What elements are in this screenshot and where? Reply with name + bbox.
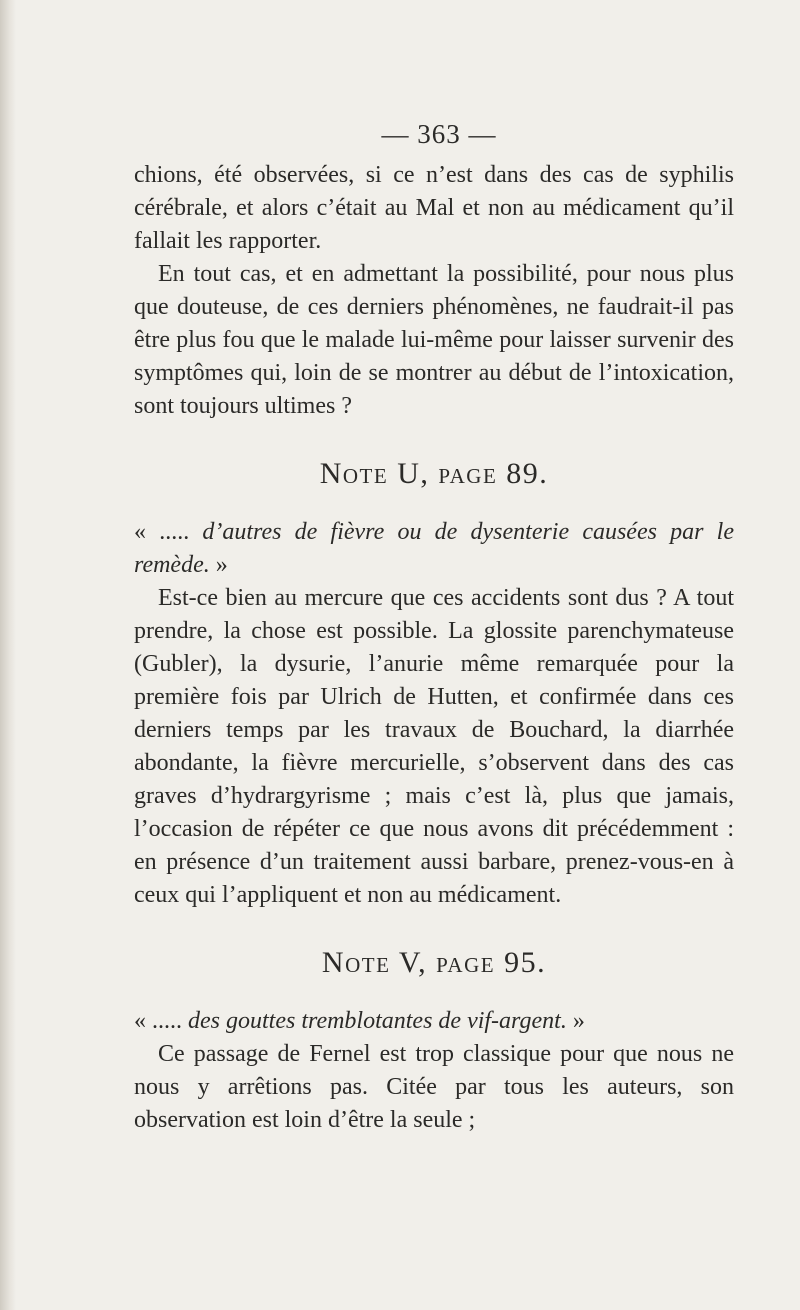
paragraph-2: En tout cas, et en admettant la possibilité, pour nous plus que douteuse, de ces derniers phénomènes, ne faudrait-il pas être plus fou que le malade lui-même pour laisser survenir des symptômes qui, loin de se montrer au début de l’intoxication, sont toujours ultimes ? (134, 261, 734, 419)
note-u-quote (134, 516, 734, 582)
note-v-heading: Note V, page 95. (321, 946, 547, 979)
note-u-quote-text: d’autres de fièvre ou de dysenterie causées par le remède. (134, 519, 734, 578)
note-u-quote-close: » (209, 552, 228, 578)
page-number: — 363 — (381, 119, 497, 149)
page-edge-shadow (0, 0, 16, 1310)
note-v-quote (134, 1005, 734, 1038)
paragraph-continued: chions, été observées, si ce n’est dans des cas de syphilis cérébrale, et alors c’était au Mal et non au médicament qu’il fallait les rapporter. (134, 162, 734, 254)
note-v-body: Ce passage de Fernel est trop classique pour que nous ne nous y arrêtions pas. Citée par tous les auteurs, son observation est loin d’être la seule ; (134, 1041, 734, 1133)
page-text (134, 118, 734, 1137)
note-u-body: Est-ce bien au mercure que ces accidents sont dus ? A tout prendre, la chose est possible. La glossite parenchymateuse (Gubler), la dysurie, l’anurie même remarquée pour la première fois par Ulrich de Hutten, et confirmée dans ces derniers temps par les travaux de Bouchard, la diarrhée abondante, la fièvre mercurielle, s’observent dans des cas graves d’hydrargyrisme ; mais c’est là, plus que jamais, l’occasion de répéter ce que nous avons dit précédemment : en présence d’un traitement aussi barbare, prenez-vous-en à ceux qui l’appliquent et non au médicament. (134, 585, 734, 908)
note-u-heading: Note U, page 89. (319, 457, 549, 490)
note-v-quote-open: « ..... (134, 1008, 188, 1034)
note-v-quote-text: des gouttes tremblotantes de vif-argent. (188, 1008, 567, 1034)
note-u-quote-open: « ..... (134, 519, 203, 545)
note-v-quote-close: » (566, 1008, 585, 1034)
